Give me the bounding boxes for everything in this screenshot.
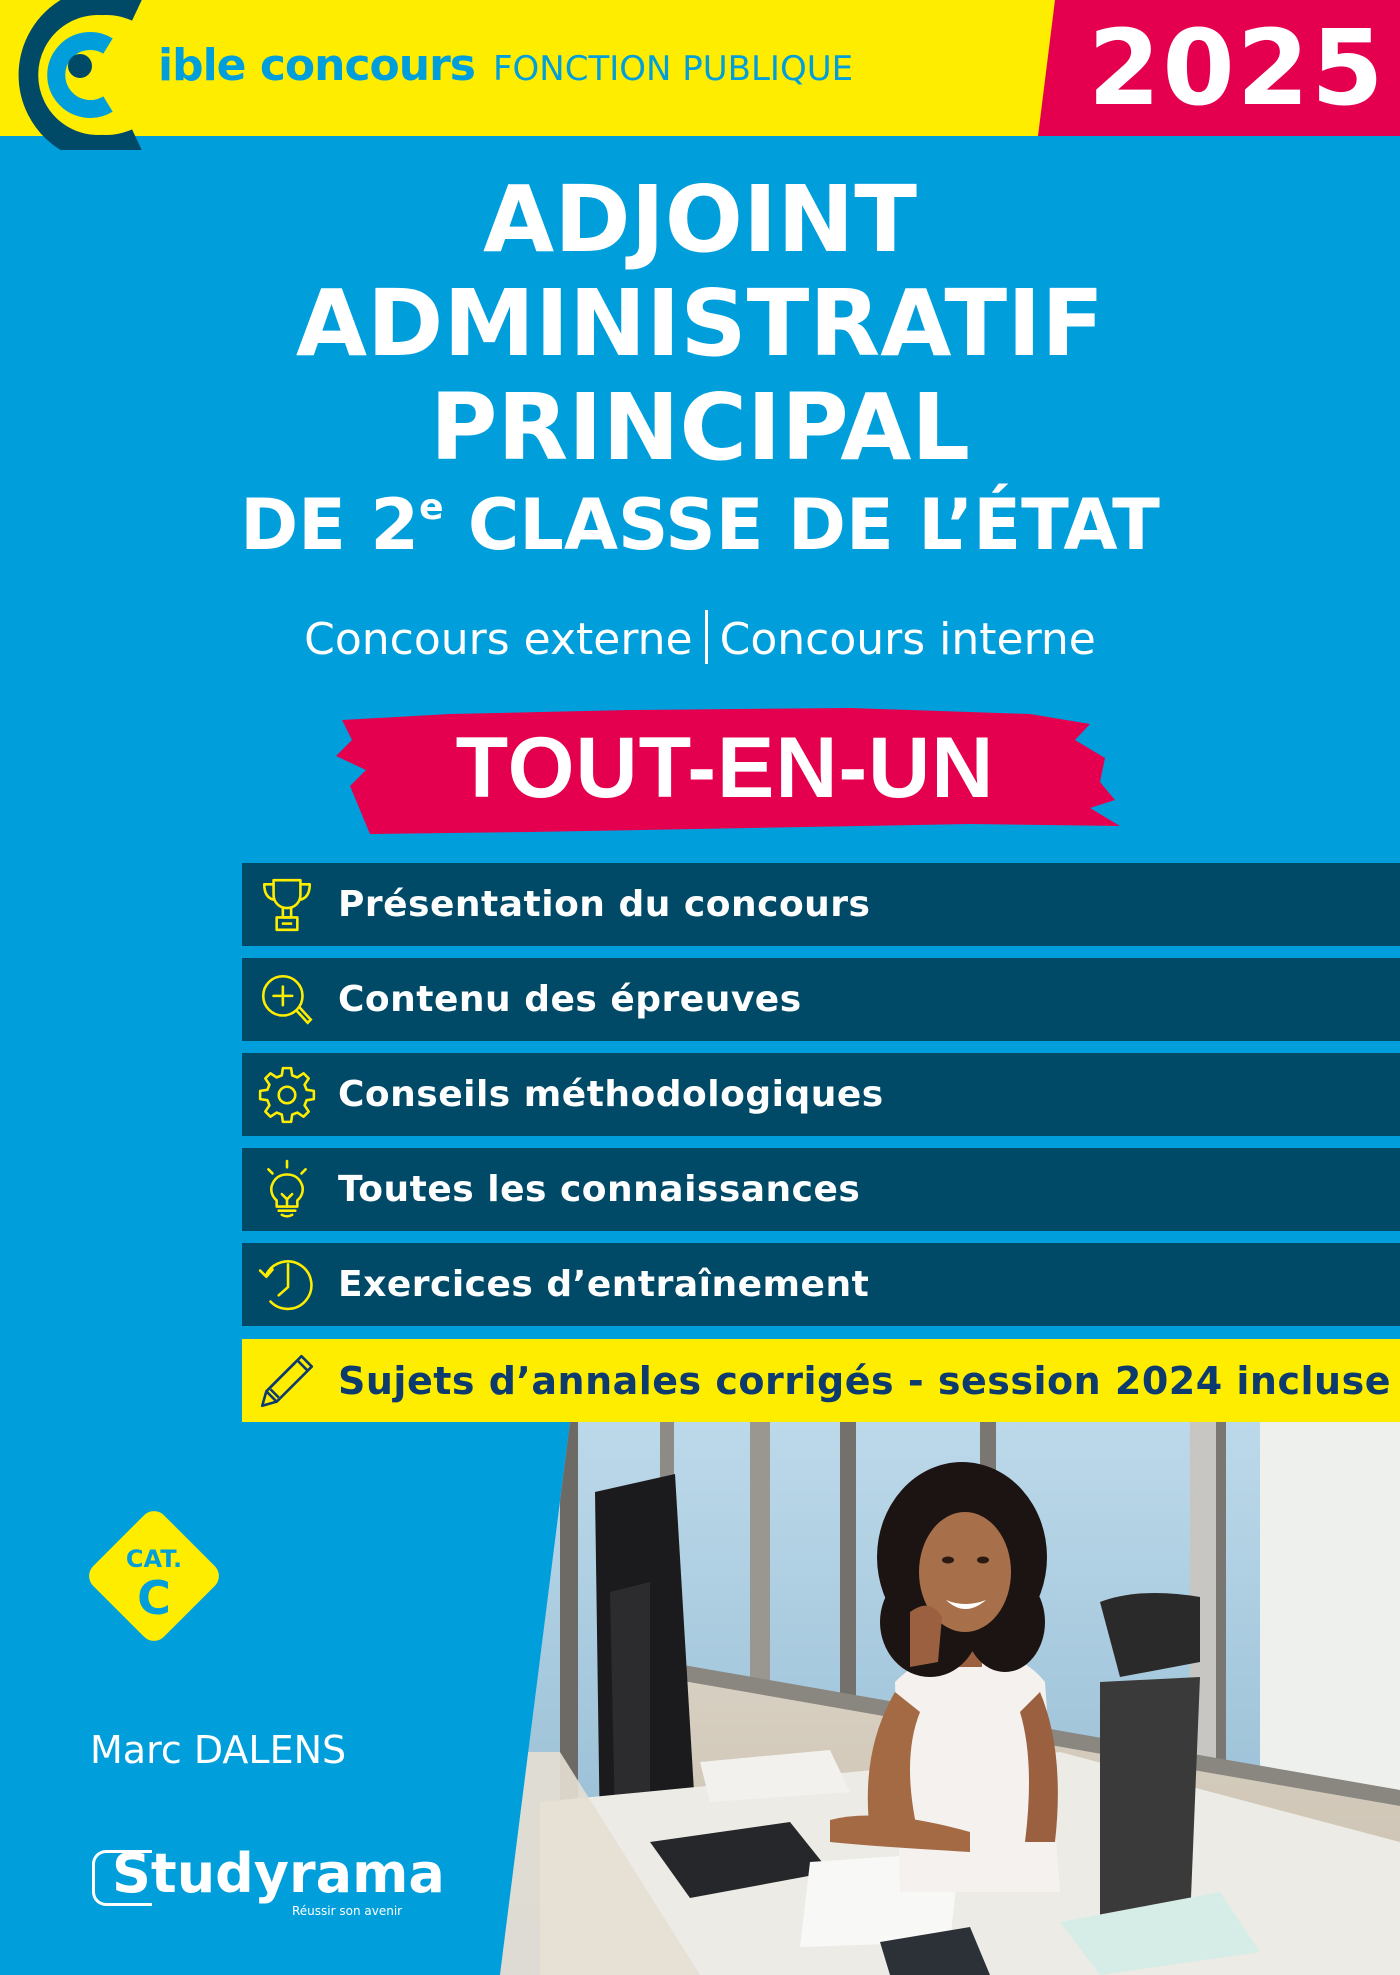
feature-method-tips — [242, 1053, 1400, 1136]
title-line-4-suffix: CLASSE DE L’ÉTAT — [443, 484, 1160, 566]
divider — [705, 610, 708, 664]
author-name: Marc DALENS — [90, 1728, 347, 1772]
brand-tagline: FONCTION PUBLIQUE — [492, 49, 854, 89]
exam-types — [0, 610, 1400, 665]
lightbulb-icon — [256, 1159, 318, 1221]
brand-name: ible concours — [158, 40, 475, 91]
title-line-2: ADMINISTRATIF — [295, 270, 1105, 377]
feature-label: Contenu des épreuves — [338, 979, 802, 1020]
title-line-4-sup: e — [419, 487, 444, 528]
title-line-4 — [0, 482, 1400, 568]
photo-illustration — [500, 1422, 1400, 1975]
exam-type-external: Concours externe — [304, 614, 693, 665]
feature-exercises — [242, 1243, 1400, 1326]
target-c-logo-icon — [0, 0, 150, 150]
category-text — [80, 1545, 228, 1623]
title-line-4-prefix: DE 2 — [240, 484, 420, 566]
category-prefix: CAT. — [125, 1545, 183, 1573]
title-line-1: ADJOINT — [483, 166, 917, 273]
feature-presentation — [242, 863, 1400, 946]
feature-label: Sujets d’annales corrigés - session 2024 incluse — [338, 1358, 1391, 1403]
trophy-icon — [256, 874, 318, 936]
pencil-icon — [256, 1350, 318, 1412]
category-letter: C — [137, 1571, 171, 1625]
feature-label: Exercices d’entraînement — [338, 1264, 870, 1305]
edition-year: 2025 — [1088, 7, 1386, 129]
woman-at-office-desk-photo — [500, 1422, 1400, 1975]
book-title — [0, 168, 1400, 568]
feature-past-papers — [242, 1339, 1400, 1422]
feature-label: Conseils méthodologiques — [338, 1074, 884, 1115]
clock-history-icon — [256, 1254, 318, 1316]
feature-label: Présentation du concours — [338, 884, 871, 925]
publisher-tagline: Réussir son avenir — [292, 1904, 403, 1918]
feature-knowledge — [242, 1148, 1400, 1231]
title-line-3: PRINCIPAL — [429, 374, 971, 481]
publisher-logo — [92, 1842, 445, 1926]
exam-type-internal: Concours interne — [719, 614, 1096, 665]
publisher-name: Studyrama — [112, 1842, 445, 1905]
magnifier-plus-icon — [256, 969, 318, 1031]
all-in-one-label: TOUT-EN-UN — [455, 720, 995, 816]
gear-icon — [256, 1064, 318, 1126]
feature-label: Toutes les connaissances — [338, 1169, 861, 1210]
series-brand — [158, 40, 853, 100]
feature-exam-content — [242, 958, 1400, 1041]
